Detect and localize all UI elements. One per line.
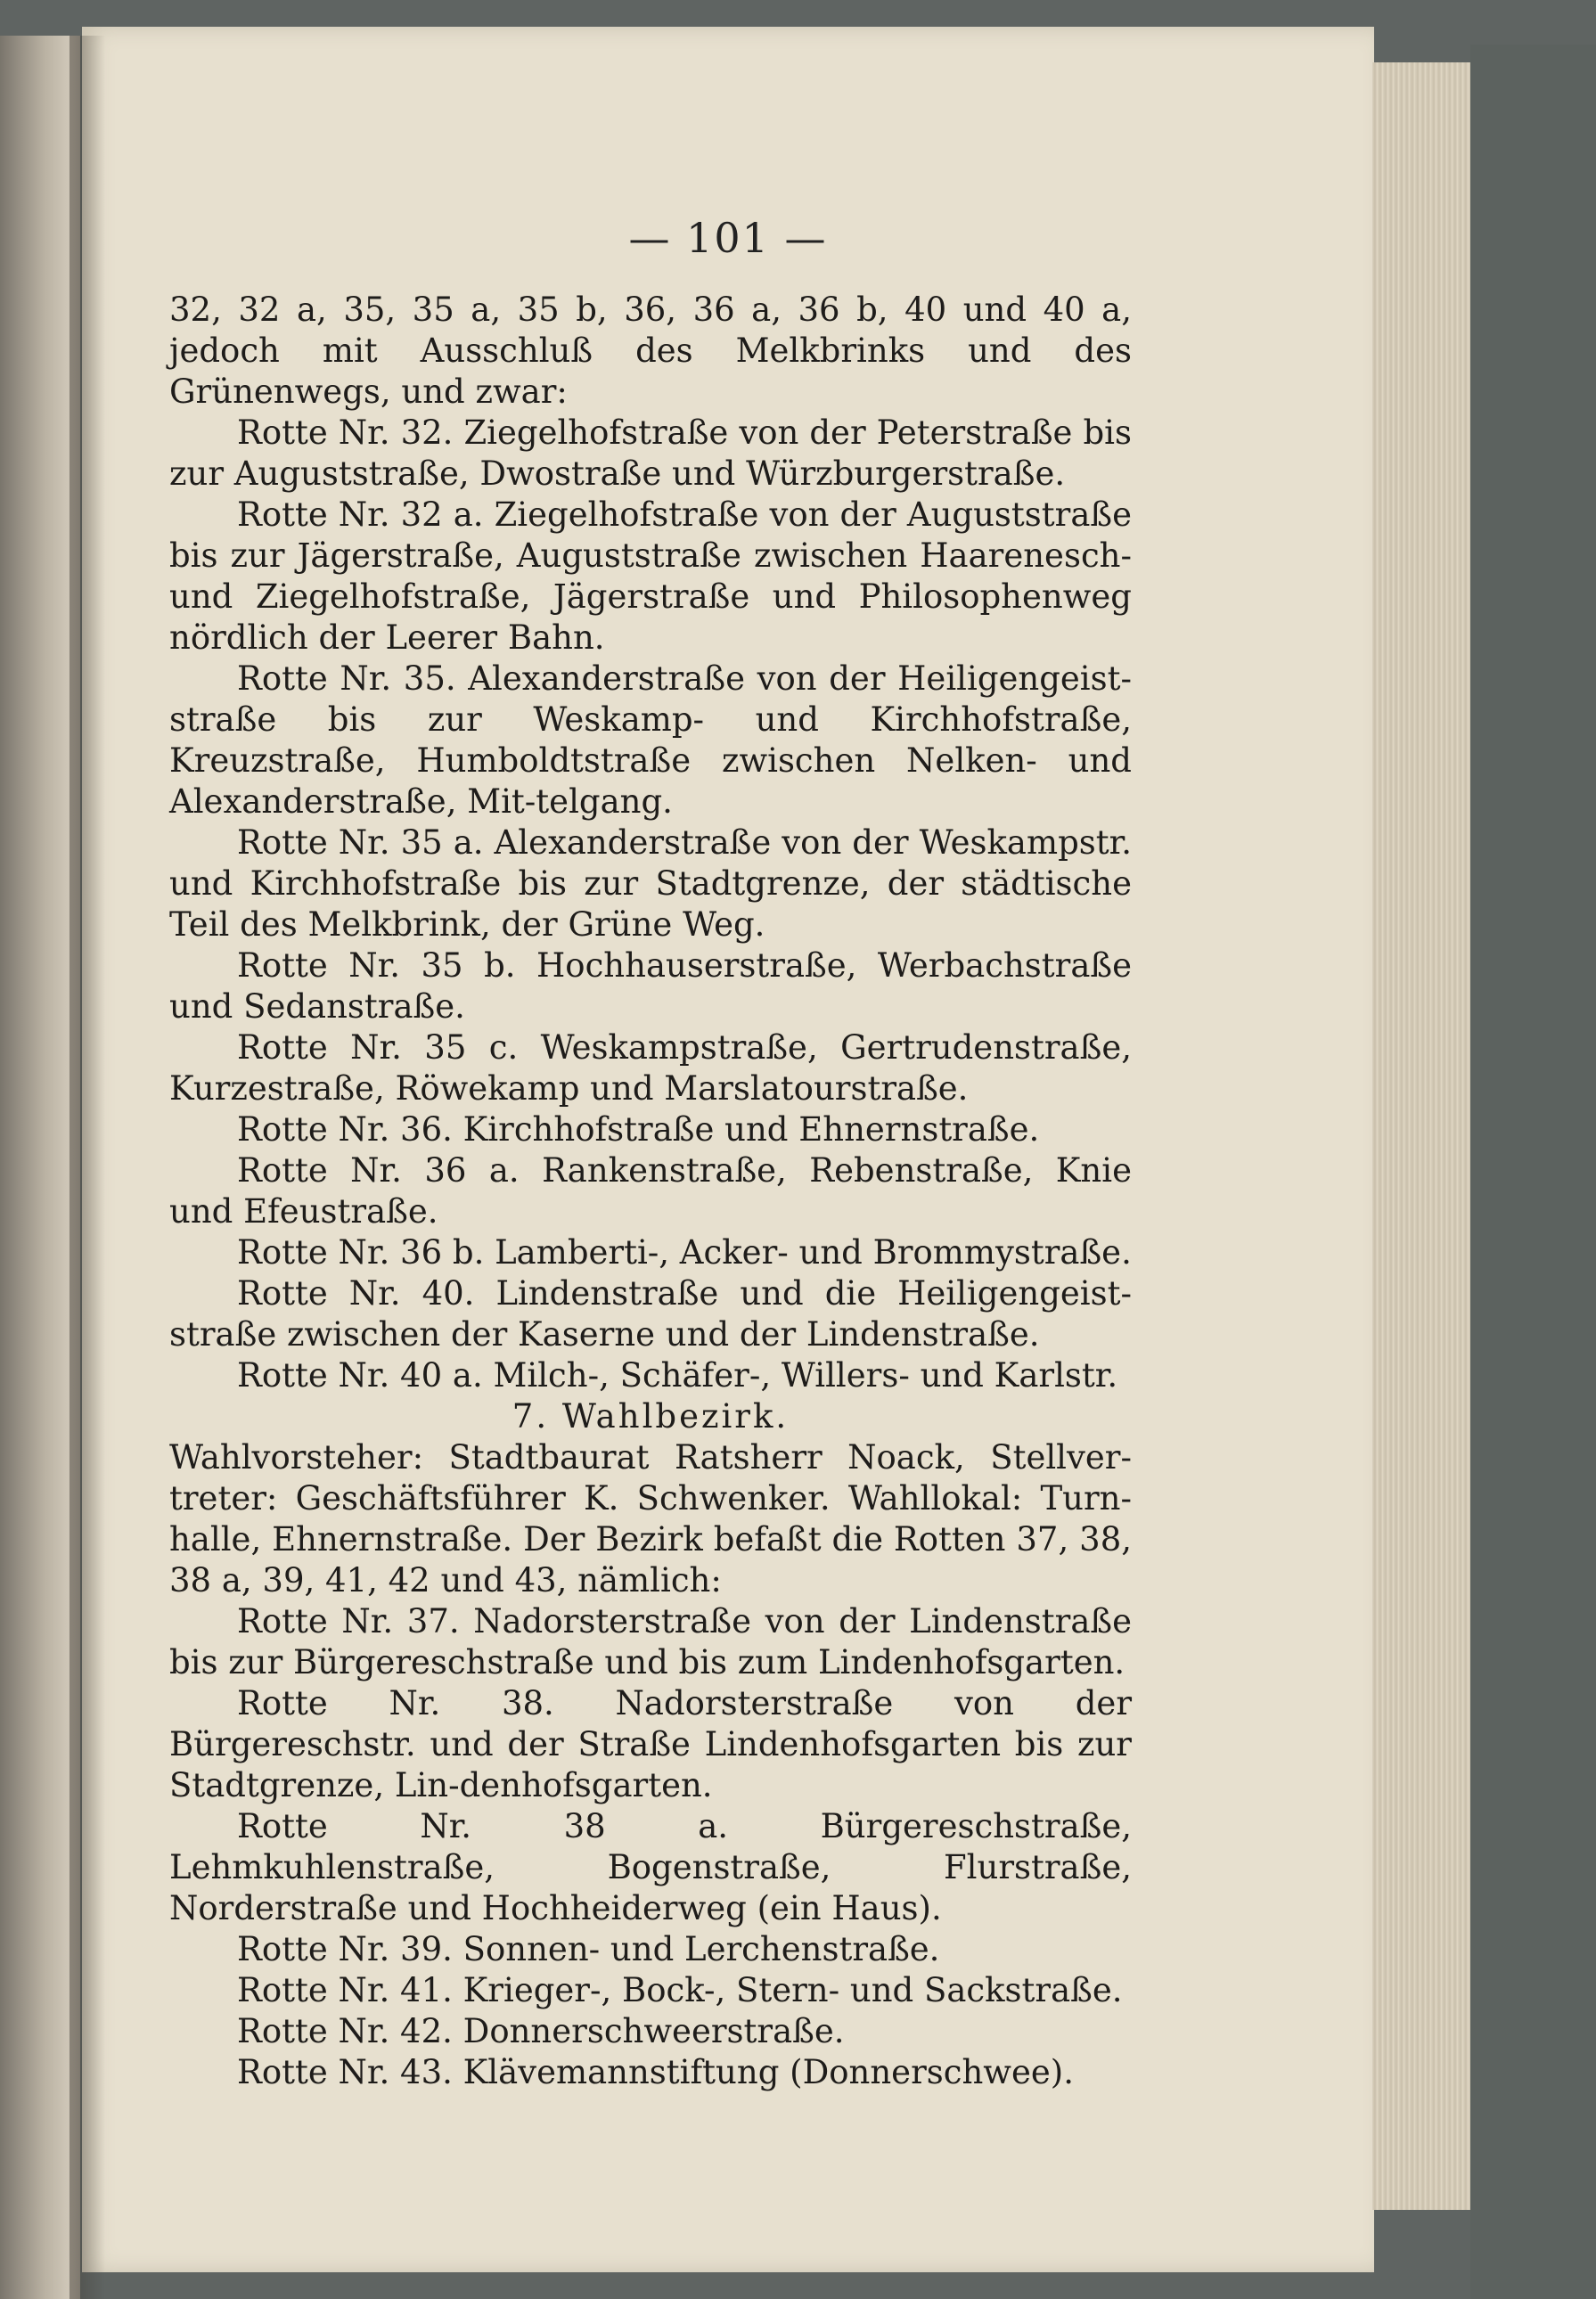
rotte-entry-42: Rotte Nr. 42. Donnerschweerstraße.: [237, 2012, 845, 2050]
rotte-entry-36b: Rotte Nr. 36 b. Lamberti-, Acker- und Brommystraße.: [237, 1233, 1132, 1272]
rotte-entry-35b: Rotte Nr. 35 b. Hochhauserstraße, Werbachstraße und Sedanstraße.: [169, 946, 1132, 1026]
page-text: [169, 290, 1132, 2093]
section-intro-paragraph: Wahlvorsteher: Stadtbaurat Ratsherr Noack, Stellver-treter: Geschäftsführer K. Schwenker. Wahllokal: Turn-halle, Ehnernstraße. Der Bezirk befaßt die Rotten 37, 38, 38 a, 39, 41, 42 und 43, nämlich:: [169, 1438, 1132, 1599]
rotte-entry-40a: Rotte Nr. 40 a. Milch-, Schäfer-, Willers- und Karlstr.: [237, 1356, 1118, 1395]
rotte-entry-36: Rotte Nr. 36. Kirchhofstraße und Ehnernstraße.: [237, 1110, 1040, 1149]
page-edges: [1372, 62, 1476, 2210]
rotte-entry-38a: Rotte Nr. 38 a. Bürgereschstraße, Lehmkuhlenstraße, Bogenstraße, Flurstraße, Norderstraße und Hochheiderweg (ein Haus).: [169, 1807, 1132, 1927]
section-heading: 7. Wahlbezirk.: [512, 1397, 790, 1436]
rotte-entry-32: Rotte Nr. 32. Ziegelhofstraße von der Peterstraße bis zur Auguststraße, Dwostraße und Würzburgerstraße.: [169, 413, 1132, 493]
rotte-entry-35c: Rotte Nr. 35 c. Weskampstraße, Gertrudenstraße, Kurzestraße, Röwekamp und Marslatourstraße.: [169, 1028, 1132, 1108]
page-number: — 101 —: [628, 214, 828, 262]
left-page-edge: [0, 36, 80, 2299]
rotte-entry-37: Rotte Nr. 37. Nadorsterstraße von der Lindenstraße bis zur Bürgereschstraße und bis zum Lindenhofsgarten.: [169, 1602, 1132, 1681]
rotte-entry-36a: Rotte Nr. 36 a. Rankenstraße, Rebenstraße, Knie und Efeustraße.: [169, 1151, 1132, 1231]
rotte-entry-43: Rotte Nr. 43. Klävemannstiftung (Donnerschwee).: [237, 2053, 1074, 2091]
rotte-entry-41: Rotte Nr. 41. Krieger-, Bock-, Stern- und Sackstraße.: [237, 1971, 1123, 2009]
rotte-entry-39: Rotte Nr. 39. Sonnen- und Lerchenstraße.: [237, 1930, 940, 1968]
rotte-entry-35: Rotte Nr. 35. Alexanderstraße von der Heiligengeist-straße bis zur Weskamp- und Kirchhofstraße, Kreuzstraße, Humboldtstraße zwischen Nelken- und Alexanderstraße, Mit-telgang.: [169, 659, 1132, 821]
rotte-entry-35a: Rotte Nr. 35 a. Alexanderstraße von der Weskampstr. und Kirchhofstraße bis zur Stadtgrenze, der städtische Teil des Melkbrink, der Grüne Weg.: [169, 823, 1132, 944]
rotte-entry-32a: Rotte Nr. 32 a. Ziegelhofstraße von der Auguststraße bis zur Jägerstraße, Auguststraße zwischen Haarenesch- und Ziegelhofstraße, Jägerstraße und Philosophenweg nördlich der Leerer Bahn.: [169, 495, 1132, 657]
intro-paragraph: 32, 32 a, 35, 35 a, 35 b, 36, 36 a, 36 b, 40 und 40 a, jedoch mit Ausschluß des Melkbrinks und des Grünenwegs, und zwar:: [169, 290, 1132, 411]
rotte-entry-40: Rotte Nr. 40. Lindenstraße und die Heiligengeist-straße zwischen der Kaserne und der Lindenstraße.: [169, 1274, 1132, 1354]
spine-shadow: [70, 36, 105, 2299]
rotte-entry-38: Rotte Nr. 38. Nadorsterstraße von der Bürgereschstr. und der Straße Lindenhofsgarten bis zur Stadtgrenze, Lin-denhofsgarten.: [169, 1684, 1132, 1804]
book-cover: [1470, 45, 1596, 2299]
